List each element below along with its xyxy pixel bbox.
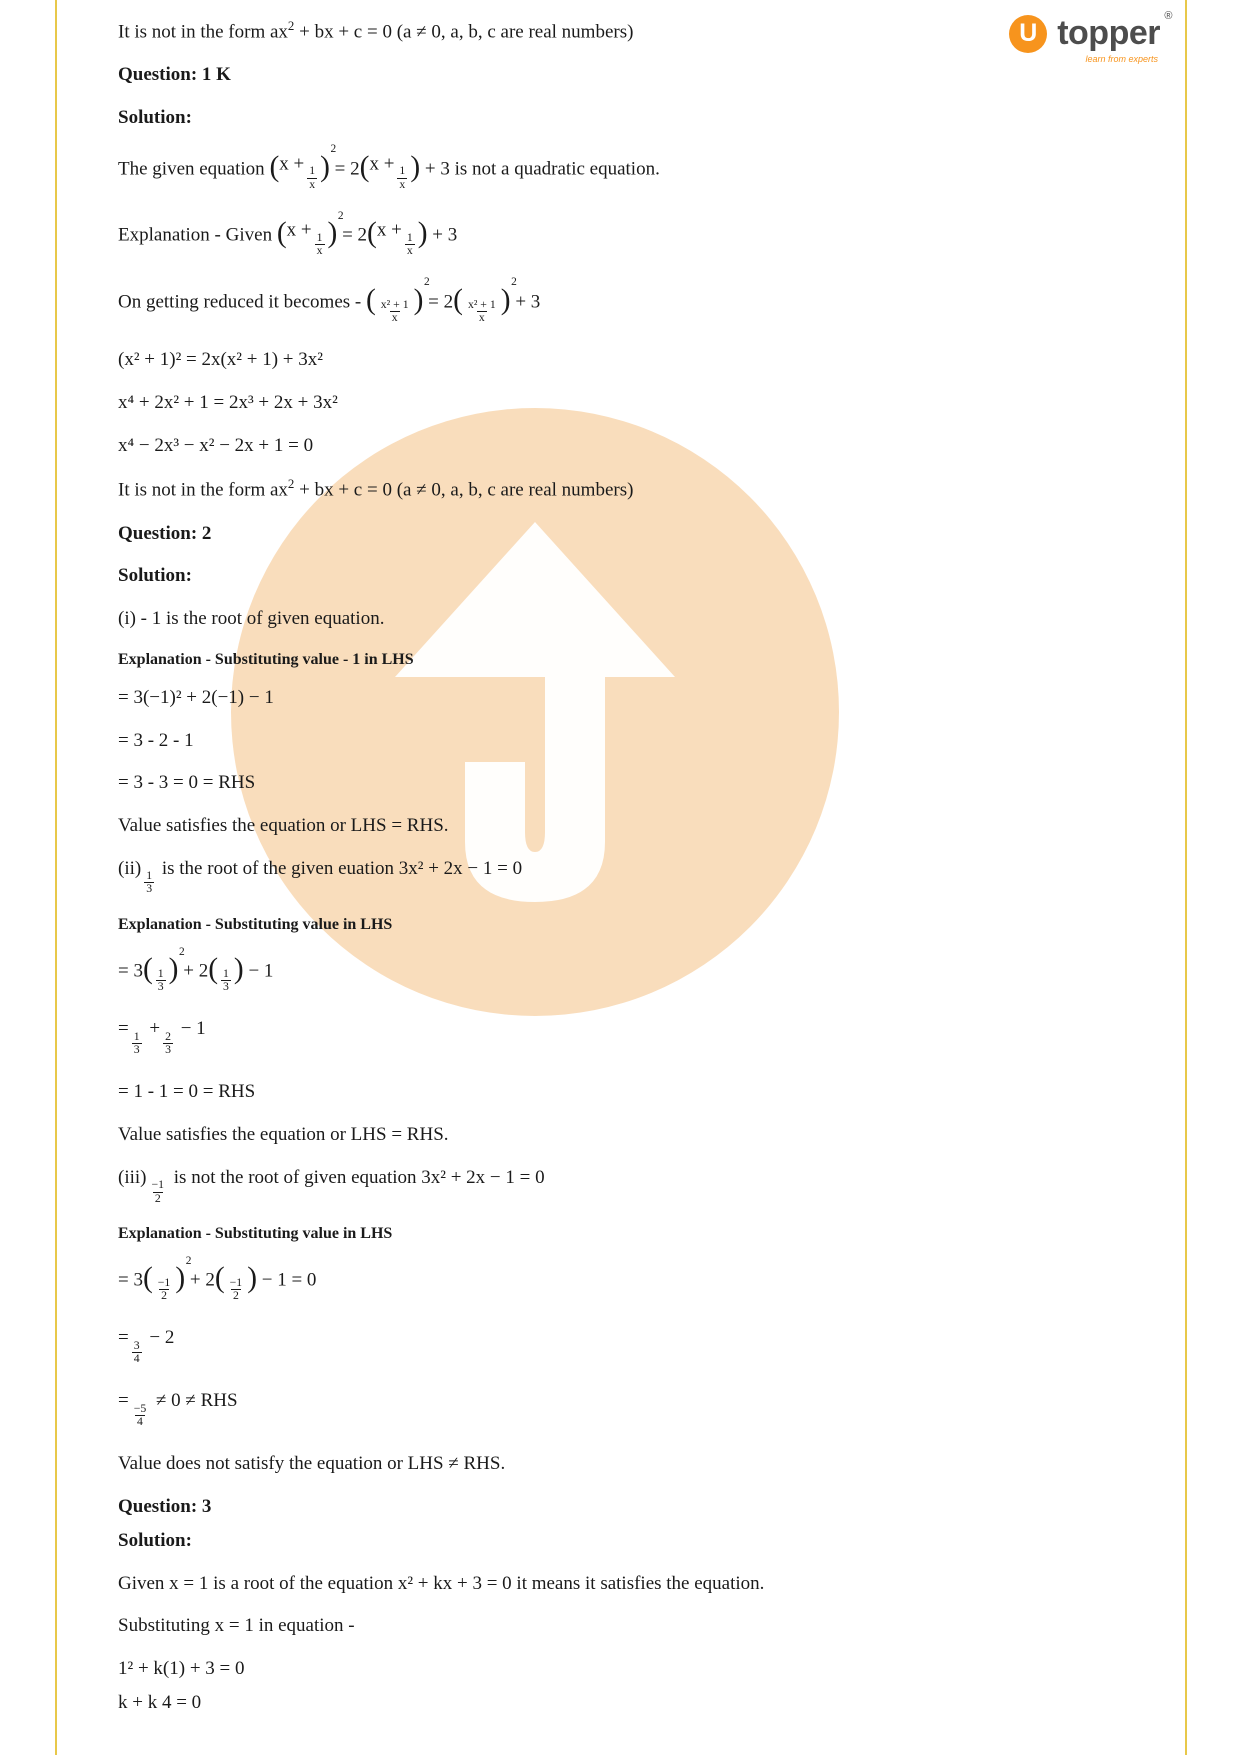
expr-x2-plus-1-over-x-squared: ( $\frac{\text{x² + 1}}{x}$ ) 2 — [365, 276, 430, 324]
topper-logo-mark: U — [1009, 15, 1047, 53]
text-line-calc-iii-1: = 3( $\frac{-1}{2}$ ) 2 + 2( $\frac{-1}{2}$ ) − 1 = 0 — [118, 1254, 317, 1303]
text-line-expand-1: (x² + 1)² = 2x(x² + 1) + 3x² — [118, 349, 323, 371]
text-line-root-i: (i) - 1 is the root of given equation. — [118, 608, 385, 630]
expr-2-x-plus-1-over-x-2: (x + $\frac{1}{x}$ ) — [367, 217, 428, 258]
text-line-substituting-q3: Substituting x = 1 in equation - — [118, 1615, 355, 1637]
expr-one-third-squared: ( $\frac{1}{3}$ ) 2 — [142, 945, 185, 993]
heading-question-1k: Question: 1 K — [118, 64, 231, 86]
frag-not-in-form-a-2: It is not in the form ax — [118, 479, 288, 501]
expr-x-plus-1-over-x-squared: (x + $\frac{1}{x}$ ) 2 — [269, 143, 337, 191]
topper-logo — [1009, 10, 1172, 64]
text-line-explanation-sub-1: Explanation - Substituting value in LHS — [118, 915, 393, 933]
text-line-not-in-form-2: It is not in the form $ax^2$ + bx + c = 0 (a ≠ 0, a, b, c are real numbers) — [118, 476, 634, 501]
expr-minus-half-squared: ( $\frac{-1}{2}$ ) 2 — [142, 1254, 192, 1303]
frag-given-eq-post: is not a quadratic equation. — [454, 158, 660, 180]
heading-question-3: Question: 3 — [118, 1496, 212, 1518]
frag-reduced-pre: On getting reduced it becomes - — [118, 291, 362, 313]
topper-registered-mark: ® — [1164, 10, 1172, 22]
text-line-calc-i-3: = 3 - 3 = 0 = RHS — [118, 772, 256, 794]
frag-root-ii-pre: (ii) — [118, 857, 142, 879]
expr-two-times-one-third: ( $\frac{1}{3}$ ) — [208, 952, 244, 993]
frac-one-third-b: $\frac{1}{3}$ — [133, 1029, 140, 1057]
frag-root-iii-post: is not the root of given equation 3x² + 2x − 1 = 0 — [173, 1166, 545, 1188]
text-line-root-ii — [118, 857, 1130, 896]
frac-minus-one-half: $\frac{-1}{2}$ — [151, 1178, 165, 1205]
topper-tagline: learn from experts — [1085, 54, 1158, 64]
text-line-given-q3: Given x = 1 is a root of the equation x² + kx + 3 = 0 it means it satisfies the equation. — [118, 1572, 765, 1594]
frac-one-third: $\frac{1}{3}$ — [146, 869, 153, 896]
frag-not-in-form-b: + bx + c = 0 (a ≠ 0, a, b, c are real numbers) — [294, 21, 634, 43]
text-line-calc-iii-2: = $\frac{3}{4}$ − 2 — [118, 1327, 175, 1366]
expr-two-times-minus-half: ( $\frac{-1}{2}$ ) — [214, 1261, 257, 1303]
text-line-satisfies-1: Value satisfies the equation or LHS = RHS. — [118, 815, 449, 837]
heading-question-2: Question: 2 — [118, 522, 212, 544]
text-line-reduced-form: On getting reduced it becomes - ( $\frac{\text{x² + 1}}{x}$ ) 2 = 2( $\frac{\text{x² + 1}}{x}$ ) 2 + 3 — [118, 276, 541, 324]
expr-2-x2-plus-1-over-x-squared: ( $\frac{\text{x² + 1}}{x}$ ) 2 — [453, 276, 517, 324]
text-line-calc-q3-1: 1² + k(1) + 3 = 0 — [118, 1658, 245, 1680]
text-line-not-in-form-1: It is not in the form $ax^2$ + bx + c = 0 (a ≠ 0, a, b, c are real numbers) — [118, 18, 634, 43]
text-line-calc-iii-3: = $\frac{-5}{4}$ ≠ 0 ≠ RHS — [118, 1390, 238, 1429]
text-line-expand-2: x⁴ + 2x² + 1 = 2x³ + 2x + 3x² — [118, 391, 338, 413]
text-line-explanation-given: Explanation - Given (x + $\frac{1}{x}$ ) 2 = 2(x + $\frac{1}{x}$ ) + 3 — [118, 209, 458, 258]
text-line-calc-ii-1: = 3( $\frac{1}{3}$ ) 2 + 2( $\frac{1}{3}$ ) − 1 — [118, 945, 274, 993]
heading-solution-2: Solution: — [118, 565, 192, 587]
topper-logo-text — [1057, 10, 1172, 64]
text-line-root-iii — [118, 1166, 1130, 1205]
frag-explanation-given: Explanation - Given — [118, 224, 273, 246]
text-line-explanation-sub-2: Explanation - Substituting value in LHS — [118, 1224, 393, 1242]
text-line-calc-q3-2: k + k 4 = 0 — [118, 1691, 202, 1713]
heading-solution-3: Solution: — [118, 1529, 192, 1551]
expr-x-plus-1-over-x-squared-2: (x + $\frac{1}{x}$ ) 2 — [276, 209, 344, 258]
frac-three-fourths: $\frac{3}{4}$ — [133, 1338, 140, 1366]
frag-root-ii-post: is the root of the given euation 3x² + 2x − 1 = 0 — [161, 857, 523, 879]
text-line-calc-ii-2: = $\frac{1}{3}$ + $\frac{2}{3}$ − 1 — [118, 1018, 206, 1057]
text-line-explanation-minus1: Explanation - Substituting value - 1 in LHS — [118, 650, 414, 668]
frac-minus-five-fourths: $\frac{-5}{4}$ — [133, 1401, 147, 1429]
expr-2-x-plus-1-over-x: (x + $\frac{1}{x}$ ) — [359, 150, 421, 191]
frag-root-iii-pre: (iii) — [118, 1166, 147, 1188]
text-line-not-satisfy: Value does not satisfy the equation or LHS ≠ RHS. — [118, 1453, 506, 1475]
text-line-calc-ii-3: = 1 - 1 = 0 = RHS — [118, 1081, 256, 1103]
text-line-satisfies-2: Value satisfies the equation or LHS = RHS. — [118, 1124, 449, 1146]
frac-two-thirds: $\frac{2}{3}$ — [165, 1029, 171, 1057]
frag-not-in-form-b-2: + bx + c = 0 (a ≠ 0, a, b, c are real numbers) — [294, 479, 634, 501]
text-line-calc-i-1: = 3(−1)² + 2(−1) − 1 — [118, 686, 274, 708]
frag-not-in-form-a: It is not in the form ax — [118, 21, 288, 43]
topper-logo-name: topper — [1057, 14, 1160, 52]
text-line-calc-i-2: = 3 - 2 - 1 — [118, 729, 194, 751]
heading-solution-1: Solution: — [118, 106, 192, 128]
frag-given-eq-pre: The given equation — [118, 158, 265, 180]
text-line-expand-3: x⁴ − 2x³ − x² − 2x + 1 = 0 — [118, 434, 314, 456]
text-line-given-equation: The given equation (x + $\frac{1}{x}$ ) 2 = 2(x + $\frac{1}{x}$ ) + 3 is not a quadratic equation. — [118, 143, 660, 191]
